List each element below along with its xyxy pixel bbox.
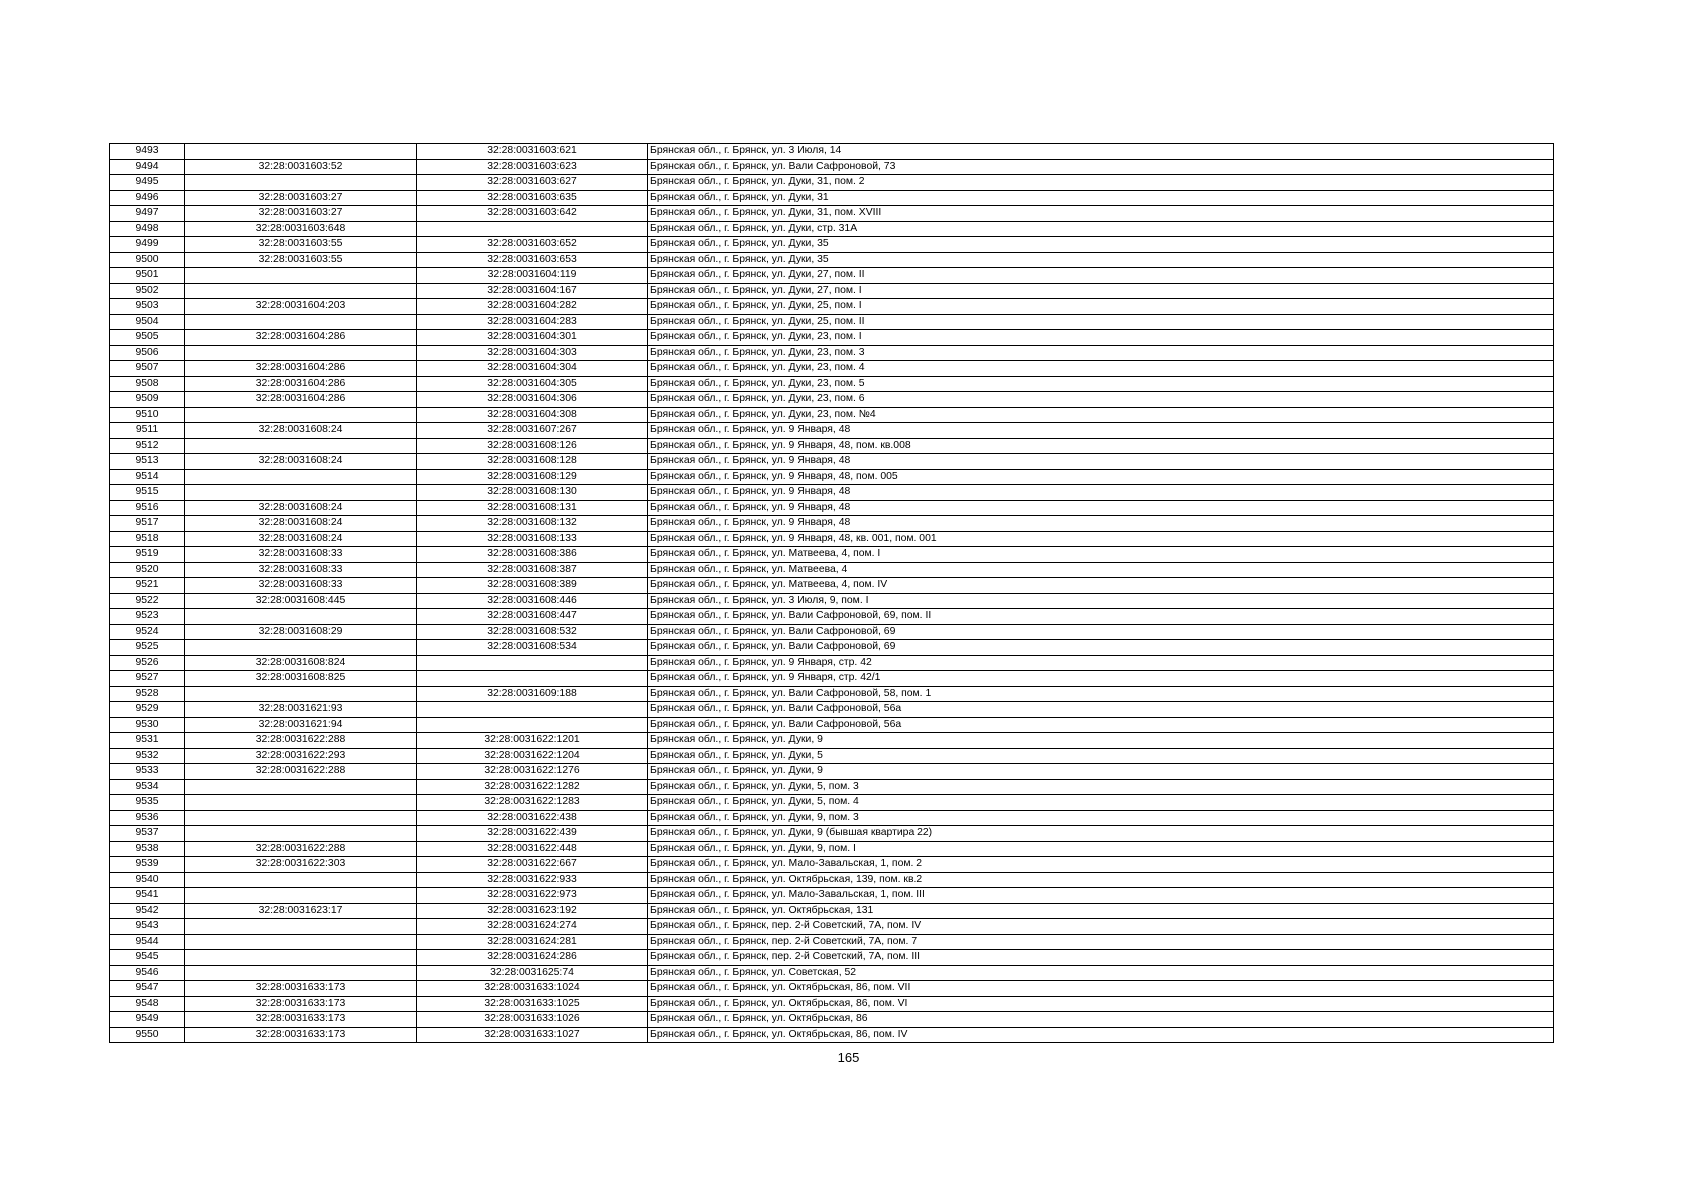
- table-row: [110, 655, 1554, 671]
- address-cell: Брянская обл., г. Брянск, пер. 2-й Советский, 7А, пом. 7: [648, 934, 1554, 950]
- object-number-cell: 32:28:0031604:282: [417, 299, 648, 315]
- address-cell: Брянская обл., г. Брянск, ул. Дуки, стр. 31А: [648, 221, 1554, 237]
- row-number-cell: 9494: [110, 159, 185, 175]
- parcel-number-cell: [185, 965, 417, 981]
- row-number-cell: 9540: [110, 872, 185, 888]
- address-cell: Брянская обл., г. Брянск, ул. Вали Сафроновой, 58, пом. 1: [648, 686, 1554, 702]
- object-number-cell: 32:28:0031623:192: [417, 903, 648, 919]
- row-number-cell: 9501: [110, 268, 185, 284]
- object-number-cell: 32:28:0031608:389: [417, 578, 648, 594]
- table-row: [110, 345, 1554, 361]
- address-cell: Брянская обл., г. Брянск, ул. Дуки, 9, пом. I: [648, 841, 1554, 857]
- table-row: [110, 361, 1554, 377]
- parcel-number-cell: 32:28:0031604:286: [185, 376, 417, 392]
- address-cell: Брянская обл., г. Брянск, ул. 3 Июля, 14: [648, 144, 1554, 160]
- address-cell: Брянская обл., г. Брянск, ул. Вали Сафроновой, 56а: [648, 717, 1554, 733]
- object-number-cell: 32:28:0031622:1282: [417, 779, 648, 795]
- table-row: [110, 578, 1554, 594]
- object-number-cell: 32:28:0031604:308: [417, 407, 648, 423]
- table-row: [110, 810, 1554, 826]
- object-number-cell: 32:28:0031608:126: [417, 438, 648, 454]
- parcel-number-cell: [185, 795, 417, 811]
- row-number-cell: 9509: [110, 392, 185, 408]
- address-cell: Брянская обл., г. Брянск, ул. Дуки, 25, пом. I: [648, 299, 1554, 315]
- address-cell: Брянская обл., г. Брянск, ул. Дуки, 27, пом. II: [648, 268, 1554, 284]
- parcel-number-cell: [185, 314, 417, 330]
- row-number-cell: 9530: [110, 717, 185, 733]
- parcel-number-cell: [185, 345, 417, 361]
- parcel-number-cell: 32:28:0031633:173: [185, 981, 417, 997]
- object-number-cell: 32:28:0031603:623: [417, 159, 648, 175]
- row-number-cell: 9542: [110, 903, 185, 919]
- row-number-cell: 9500: [110, 252, 185, 268]
- parcel-number-cell: 32:28:0031603:55: [185, 252, 417, 268]
- address-cell: Брянская обл., г. Брянск, ул. Дуки, 5, пом. 4: [648, 795, 1554, 811]
- address-cell: Брянская обл., г. Брянск, ул. Матвеева, 4, пом. I: [648, 547, 1554, 563]
- address-cell: Брянская обл., г. Брянск, ул. Дуки, 31: [648, 190, 1554, 206]
- object-number-cell: 32:28:0031603:642: [417, 206, 648, 222]
- table-row: [110, 934, 1554, 950]
- parcel-number-cell: 32:28:0031622:288: [185, 733, 417, 749]
- row-number-cell: 9502: [110, 283, 185, 299]
- object-number-cell: 32:28:0031604:304: [417, 361, 648, 377]
- object-number-cell: 32:28:0031608:534: [417, 640, 648, 656]
- row-number-cell: 9516: [110, 500, 185, 516]
- row-number-cell: 9531: [110, 733, 185, 749]
- address-cell: Брянская обл., г. Брянск, ул. Октябрьская, 139, пом. кв.2: [648, 872, 1554, 888]
- address-cell: Брянская обл., г. Брянск, ул. Дуки, 23, пом. №4: [648, 407, 1554, 423]
- object-number-cell: 32:28:0031633:1025: [417, 996, 648, 1012]
- address-cell: Брянская обл., г. Брянск, ул. Октябрьская, 86, пом. VII: [648, 981, 1554, 997]
- address-cell: Брянская обл., г. Брянск, ул. Советская, 52: [648, 965, 1554, 981]
- address-cell: Брянская обл., г. Брянск, ул. Дуки, 9: [648, 733, 1554, 749]
- parcel-number-cell: [185, 469, 417, 485]
- row-number-cell: 9510: [110, 407, 185, 423]
- table-row: [110, 516, 1554, 532]
- parcel-number-cell: [185, 872, 417, 888]
- object-number-cell: 32:28:0031622:1276: [417, 764, 648, 780]
- table-row: [110, 981, 1554, 997]
- object-number-cell: 32:28:0031608:387: [417, 562, 648, 578]
- object-number-cell: 32:28:0031607:267: [417, 423, 648, 439]
- address-cell: Брянская обл., г. Брянск, ул. Дуки, 23, пом. 6: [648, 392, 1554, 408]
- row-number-cell: 9524: [110, 624, 185, 640]
- row-number-cell: 9532: [110, 748, 185, 764]
- address-cell: Брянская обл., г. Брянск, ул. Дуки, 9 (бывшая квартира 22): [648, 826, 1554, 842]
- parcel-number-cell: [185, 609, 417, 625]
- table-row: [110, 996, 1554, 1012]
- table-row: [110, 144, 1554, 160]
- row-number-cell: 9548: [110, 996, 185, 1012]
- address-cell: Брянская обл., г. Брянск, ул. Мало-Завальская, 1, пом. 2: [648, 857, 1554, 873]
- table-row: [110, 562, 1554, 578]
- row-number-cell: 9527: [110, 671, 185, 687]
- parcel-number-cell: 32:28:0031604:203: [185, 299, 417, 315]
- address-cell: Брянская обл., г. Брянск, ул. Дуки, 31, пом. 2: [648, 175, 1554, 191]
- parcel-number-cell: 32:28:0031621:94: [185, 717, 417, 733]
- object-number-cell: 32:28:0031622:448: [417, 841, 648, 857]
- parcel-number-cell: [185, 438, 417, 454]
- table-row: [110, 748, 1554, 764]
- object-number-cell: 32:28:0031608:447: [417, 609, 648, 625]
- object-number-cell: 32:28:0031622:1283: [417, 795, 648, 811]
- parcel-number-cell: [185, 810, 417, 826]
- object-number-cell: 32:28:0031625:74: [417, 965, 648, 981]
- parcel-number-cell: [185, 934, 417, 950]
- table-row: [110, 826, 1554, 842]
- parcel-number-cell: 32:28:0031622:293: [185, 748, 417, 764]
- row-number-cell: 9515: [110, 485, 185, 501]
- table-row: [110, 330, 1554, 346]
- parcel-number-cell: 32:28:0031608:33: [185, 547, 417, 563]
- object-number-cell: 32:28:0031608:130: [417, 485, 648, 501]
- address-cell: Брянская обл., г. Брянск, пер. 2-й Советский, 7А, пом. III: [648, 950, 1554, 966]
- parcel-number-cell: 32:28:0031608:445: [185, 593, 417, 609]
- address-cell: Брянская обл., г. Брянск, ул. Дуки, 31, пом. XVIII: [648, 206, 1554, 222]
- table-row: [110, 779, 1554, 795]
- parcel-number-cell: 32:28:0031621:93: [185, 702, 417, 718]
- table-row: [110, 392, 1554, 408]
- object-number-cell: 32:28:0031608:131: [417, 500, 648, 516]
- object-number-cell: 32:28:0031603:621: [417, 144, 648, 160]
- address-cell: Брянская обл., г. Брянск, ул. Вали Сафроновой, 69, пом. II: [648, 609, 1554, 625]
- parcel-number-cell: 32:28:0031603:52: [185, 159, 417, 175]
- table-row: [110, 376, 1554, 392]
- address-cell: Брянская обл., г. Брянск, ул. Дуки, 9, пом. 3: [648, 810, 1554, 826]
- address-cell: Брянская обл., г. Брянск, ул. Дуки, 5, пом. 3: [648, 779, 1554, 795]
- table-row: [110, 175, 1554, 191]
- parcel-number-cell: 32:28:0031608:33: [185, 578, 417, 594]
- table-row: [110, 531, 1554, 547]
- object-number-cell: 32:28:0031604:119: [417, 268, 648, 284]
- parcel-number-cell: [185, 950, 417, 966]
- address-cell: Брянская обл., г. Брянск, ул. Вали Сафроновой, 56а: [648, 702, 1554, 718]
- address-cell: Брянская обл., г. Брянск, ул. Дуки, 9: [648, 764, 1554, 780]
- row-number-cell: 9493: [110, 144, 185, 160]
- object-number-cell: 32:28:0031604:301: [417, 330, 648, 346]
- object-number-cell: 32:28:0031608:128: [417, 454, 648, 470]
- table-row: [110, 252, 1554, 268]
- table-row: [110, 795, 1554, 811]
- table-row: [110, 764, 1554, 780]
- address-cell: Брянская обл., г. Брянск, ул. 9 Января, 48: [648, 454, 1554, 470]
- table-row: [110, 283, 1554, 299]
- parcel-number-cell: [185, 686, 417, 702]
- table-row: [110, 609, 1554, 625]
- object-number-cell: 32:28:0031622:933: [417, 872, 648, 888]
- address-cell: Брянская обл., г. Брянск, ул. Матвеева, 4: [648, 562, 1554, 578]
- address-cell: Брянская обл., г. Брянск, ул. 9 Января, 48, пом. кв.008: [648, 438, 1554, 454]
- row-number-cell: 9534: [110, 779, 185, 795]
- table-row: [110, 469, 1554, 485]
- table-row: [110, 159, 1554, 175]
- address-cell: Брянская обл., г. Брянск, ул. Дуки, 23, пом. I: [648, 330, 1554, 346]
- table-row: [110, 888, 1554, 904]
- parcel-number-cell: [185, 826, 417, 842]
- parcel-number-cell: 32:28:0031604:286: [185, 392, 417, 408]
- row-number-cell: 9507: [110, 361, 185, 377]
- address-cell: Брянская обл., г. Брянск, ул. 9 Января, 48: [648, 516, 1554, 532]
- parcel-number-cell: 32:28:0031608:29: [185, 624, 417, 640]
- row-number-cell: 9512: [110, 438, 185, 454]
- parcel-number-cell: 32:28:0031622:288: [185, 764, 417, 780]
- parcel-number-cell: 32:28:0031633:173: [185, 1027, 417, 1043]
- table-row: [110, 950, 1554, 966]
- row-number-cell: 9526: [110, 655, 185, 671]
- table-body: [110, 144, 1554, 1043]
- address-cell: Брянская обл., г. Брянск, ул. 9 Января, 48: [648, 500, 1554, 516]
- parcel-number-cell: 32:28:0031603:27: [185, 206, 417, 222]
- table-row: [110, 206, 1554, 222]
- parcel-number-cell: 32:28:0031608:24: [185, 516, 417, 532]
- row-number-cell: 9549: [110, 1012, 185, 1028]
- object-number-cell: 32:28:0031608:129: [417, 469, 648, 485]
- table-row: [110, 671, 1554, 687]
- table-row: [110, 624, 1554, 640]
- row-number-cell: 9513: [110, 454, 185, 470]
- row-number-cell: 9525: [110, 640, 185, 656]
- table-row: [110, 190, 1554, 206]
- parcel-number-cell: [185, 779, 417, 795]
- address-cell: Брянская обл., г. Брянск, ул. Октябрьская, 86: [648, 1012, 1554, 1028]
- table-row: [110, 733, 1554, 749]
- object-number-cell: 32:28:0031622:1204: [417, 748, 648, 764]
- parcel-number-cell: 32:28:0031608:824: [185, 655, 417, 671]
- table-row: [110, 500, 1554, 516]
- row-number-cell: 9503: [110, 299, 185, 315]
- table-row: [110, 314, 1554, 330]
- table-row: [110, 841, 1554, 857]
- address-cell: Брянская обл., г. Брянск, ул. Дуки, 35: [648, 237, 1554, 253]
- address-cell: Брянская обл., г. Брянск, пер. 2-й Советский, 7А, пом. IV: [648, 919, 1554, 935]
- table-row: [110, 454, 1554, 470]
- row-number-cell: 9497: [110, 206, 185, 222]
- property-table: [109, 143, 1554, 1043]
- table-row: [110, 717, 1554, 733]
- object-number-cell: 32:28:0031622:667: [417, 857, 648, 873]
- address-cell: Брянская обл., г. Брянск, ул. 9 Января, 48: [648, 485, 1554, 501]
- table-row: [110, 872, 1554, 888]
- row-number-cell: 9519: [110, 547, 185, 563]
- row-number-cell: 9546: [110, 965, 185, 981]
- table-row: [110, 593, 1554, 609]
- object-number-cell: [417, 717, 648, 733]
- address-cell: Брянская обл., г. Брянск, ул. 3 Июля, 9, пом. I: [648, 593, 1554, 609]
- table-row: [110, 857, 1554, 873]
- row-number-cell: 9535: [110, 795, 185, 811]
- address-cell: Брянская обл., г. Брянск, ул. 9 Января, стр. 42: [648, 655, 1554, 671]
- row-number-cell: 9496: [110, 190, 185, 206]
- address-cell: Брянская обл., г. Брянск, ул. Дуки, 25, пом. II: [648, 314, 1554, 330]
- parcel-number-cell: 32:28:0031608:24: [185, 423, 417, 439]
- row-number-cell: 9518: [110, 531, 185, 547]
- parcel-number-cell: 32:28:0031603:55: [185, 237, 417, 253]
- address-cell: Брянская обл., г. Брянск, ул. 9 Января, 48, пом. 005: [648, 469, 1554, 485]
- table-row: [110, 423, 1554, 439]
- address-cell: Брянская обл., г. Брянск, ул. Матвеева, 4, пом. IV: [648, 578, 1554, 594]
- row-number-cell: 9505: [110, 330, 185, 346]
- parcel-number-cell: 32:28:0031622:288: [185, 841, 417, 857]
- row-number-cell: 9545: [110, 950, 185, 966]
- address-cell: Брянская обл., г. Брянск, ул. Октябрьская, 86, пом. VI: [648, 996, 1554, 1012]
- parcel-number-cell: 32:28:0031603:27: [185, 190, 417, 206]
- row-number-cell: 9536: [110, 810, 185, 826]
- parcel-number-cell: [185, 407, 417, 423]
- object-number-cell: 32:28:0031624:274: [417, 919, 648, 935]
- object-number-cell: 32:28:0031603:635: [417, 190, 648, 206]
- table-row: [110, 1012, 1554, 1028]
- row-number-cell: 9498: [110, 221, 185, 237]
- table-row: [110, 547, 1554, 563]
- row-number-cell: 9495: [110, 175, 185, 191]
- table-row: [110, 640, 1554, 656]
- object-number-cell: 32:28:0031604:305: [417, 376, 648, 392]
- address-cell: Брянская обл., г. Брянск, ул. Вали Сафроновой, 73: [648, 159, 1554, 175]
- page-number: 165: [837, 1050, 860, 1065]
- table-row: [110, 221, 1554, 237]
- parcel-number-cell: [185, 283, 417, 299]
- object-number-cell: [417, 221, 648, 237]
- row-number-cell: 9520: [110, 562, 185, 578]
- object-number-cell: 32:28:0031604:283: [417, 314, 648, 330]
- parcel-number-cell: 32:28:0031608:24: [185, 500, 417, 516]
- address-cell: Брянская обл., г. Брянск, ул. 9 Января, стр. 42/1: [648, 671, 1554, 687]
- row-number-cell: 9543: [110, 919, 185, 935]
- row-number-cell: 9537: [110, 826, 185, 842]
- row-number-cell: 9547: [110, 981, 185, 997]
- object-number-cell: 32:28:0031608:386: [417, 547, 648, 563]
- parcel-number-cell: 32:28:0031608:24: [185, 454, 417, 470]
- object-number-cell: 32:28:0031624:281: [417, 934, 648, 950]
- row-number-cell: 9514: [110, 469, 185, 485]
- object-number-cell: 32:28:0031633:1027: [417, 1027, 648, 1043]
- parcel-number-cell: [185, 144, 417, 160]
- address-cell: Брянская обл., г. Брянск, ул. Вали Сафроновой, 69: [648, 624, 1554, 640]
- address-cell: Брянская обл., г. Брянск, ул. 9 Января, 48: [648, 423, 1554, 439]
- object-number-cell: 32:28:0031622:1201: [417, 733, 648, 749]
- row-number-cell: 9499: [110, 237, 185, 253]
- parcel-number-cell: 32:28:0031603:648: [185, 221, 417, 237]
- address-cell: Брянская обл., г. Брянск, ул. Дуки, 5: [648, 748, 1554, 764]
- address-cell: Брянская обл., г. Брянск, ул. Октябрьская, 86, пом. IV: [648, 1027, 1554, 1043]
- row-number-cell: 9504: [110, 314, 185, 330]
- object-number-cell: 32:28:0031622:439: [417, 826, 648, 842]
- object-number-cell: 32:28:0031622:973: [417, 888, 648, 904]
- parcel-number-cell: [185, 175, 417, 191]
- row-number-cell: 9544: [110, 934, 185, 950]
- parcel-number-cell: 32:28:0031604:286: [185, 330, 417, 346]
- address-cell: Брянская обл., г. Брянск, ул. 9 Января, 48, кв. 001, пом. 001: [648, 531, 1554, 547]
- parcel-number-cell: 32:28:0031633:173: [185, 1012, 417, 1028]
- table-row: [110, 299, 1554, 315]
- object-number-cell: [417, 702, 648, 718]
- object-number-cell: 32:28:0031604:167: [417, 283, 648, 299]
- row-number-cell: 9511: [110, 423, 185, 439]
- object-number-cell: 32:28:0031603:627: [417, 175, 648, 191]
- object-number-cell: 32:28:0031608:532: [417, 624, 648, 640]
- address-cell: Брянская обл., г. Брянск, ул. Дуки, 23, пом. 4: [648, 361, 1554, 377]
- parcel-number-cell: 32:28:0031623:17: [185, 903, 417, 919]
- row-number-cell: 9528: [110, 686, 185, 702]
- row-number-cell: 9522: [110, 593, 185, 609]
- object-number-cell: 32:28:0031603:652: [417, 237, 648, 253]
- object-number-cell: [417, 671, 648, 687]
- parcel-number-cell: [185, 640, 417, 656]
- parcel-number-cell: [185, 888, 417, 904]
- row-number-cell: 9541: [110, 888, 185, 904]
- address-cell: Брянская обл., г. Брянск, ул. Дуки, 35: [648, 252, 1554, 268]
- address-cell: Брянская обл., г. Брянск, ул. Дуки, 23, пом. 3: [648, 345, 1554, 361]
- object-number-cell: 32:28:0031633:1024: [417, 981, 648, 997]
- row-number-cell: 9517: [110, 516, 185, 532]
- parcel-number-cell: 32:28:0031608:24: [185, 531, 417, 547]
- parcel-number-cell: 32:28:0031608:825: [185, 671, 417, 687]
- table-row: [110, 268, 1554, 284]
- object-number-cell: 32:28:0031604:303: [417, 345, 648, 361]
- address-cell: Брянская обл., г. Брянск, ул. Октябрьская, 131: [648, 903, 1554, 919]
- parcel-number-cell: [185, 919, 417, 935]
- parcel-number-cell: 32:28:0031604:286: [185, 361, 417, 377]
- row-number-cell: 9539: [110, 857, 185, 873]
- table-row: [110, 686, 1554, 702]
- table-row: [110, 1027, 1554, 1043]
- parcel-number-cell: 32:28:0031622:303: [185, 857, 417, 873]
- table-row: [110, 485, 1554, 501]
- table-row: [110, 438, 1554, 454]
- row-number-cell: 9521: [110, 578, 185, 594]
- table-row: [110, 919, 1554, 935]
- object-number-cell: 32:28:0031624:286: [417, 950, 648, 966]
- object-number-cell: 32:28:0031604:306: [417, 392, 648, 408]
- address-cell: Брянская обл., г. Брянск, ул. Вали Сафроновой, 69: [648, 640, 1554, 656]
- parcel-number-cell: [185, 485, 417, 501]
- object-number-cell: 32:28:0031608:446: [417, 593, 648, 609]
- row-number-cell: 9529: [110, 702, 185, 718]
- object-number-cell: 32:28:0031608:133: [417, 531, 648, 547]
- row-number-cell: 9506: [110, 345, 185, 361]
- object-number-cell: 32:28:0031603:653: [417, 252, 648, 268]
- object-number-cell: 32:28:0031609:188: [417, 686, 648, 702]
- object-number-cell: 32:28:0031622:438: [417, 810, 648, 826]
- row-number-cell: 9550: [110, 1027, 185, 1043]
- address-cell: Брянская обл., г. Брянск, ул. Дуки, 23, пом. 5: [648, 376, 1554, 392]
- parcel-number-cell: [185, 268, 417, 284]
- address-cell: Брянская обл., г. Брянск, ул. Мало-Завальская, 1, пом. III: [648, 888, 1554, 904]
- table-row: [110, 965, 1554, 981]
- row-number-cell: 9533: [110, 764, 185, 780]
- parcel-number-cell: 32:28:0031633:173: [185, 996, 417, 1012]
- table-row: [110, 702, 1554, 718]
- address-cell: Брянская обл., г. Брянск, ул. Дуки, 27, пом. I: [648, 283, 1554, 299]
- object-number-cell: 32:28:0031633:1026: [417, 1012, 648, 1028]
- table-row: [110, 407, 1554, 423]
- row-number-cell: 9508: [110, 376, 185, 392]
- table-row: [110, 237, 1554, 253]
- table-row: [110, 903, 1554, 919]
- object-number-cell: [417, 655, 648, 671]
- row-number-cell: 9523: [110, 609, 185, 625]
- row-number-cell: 9538: [110, 841, 185, 857]
- object-number-cell: 32:28:0031608:132: [417, 516, 648, 532]
- parcel-number-cell: 32:28:0031608:33: [185, 562, 417, 578]
